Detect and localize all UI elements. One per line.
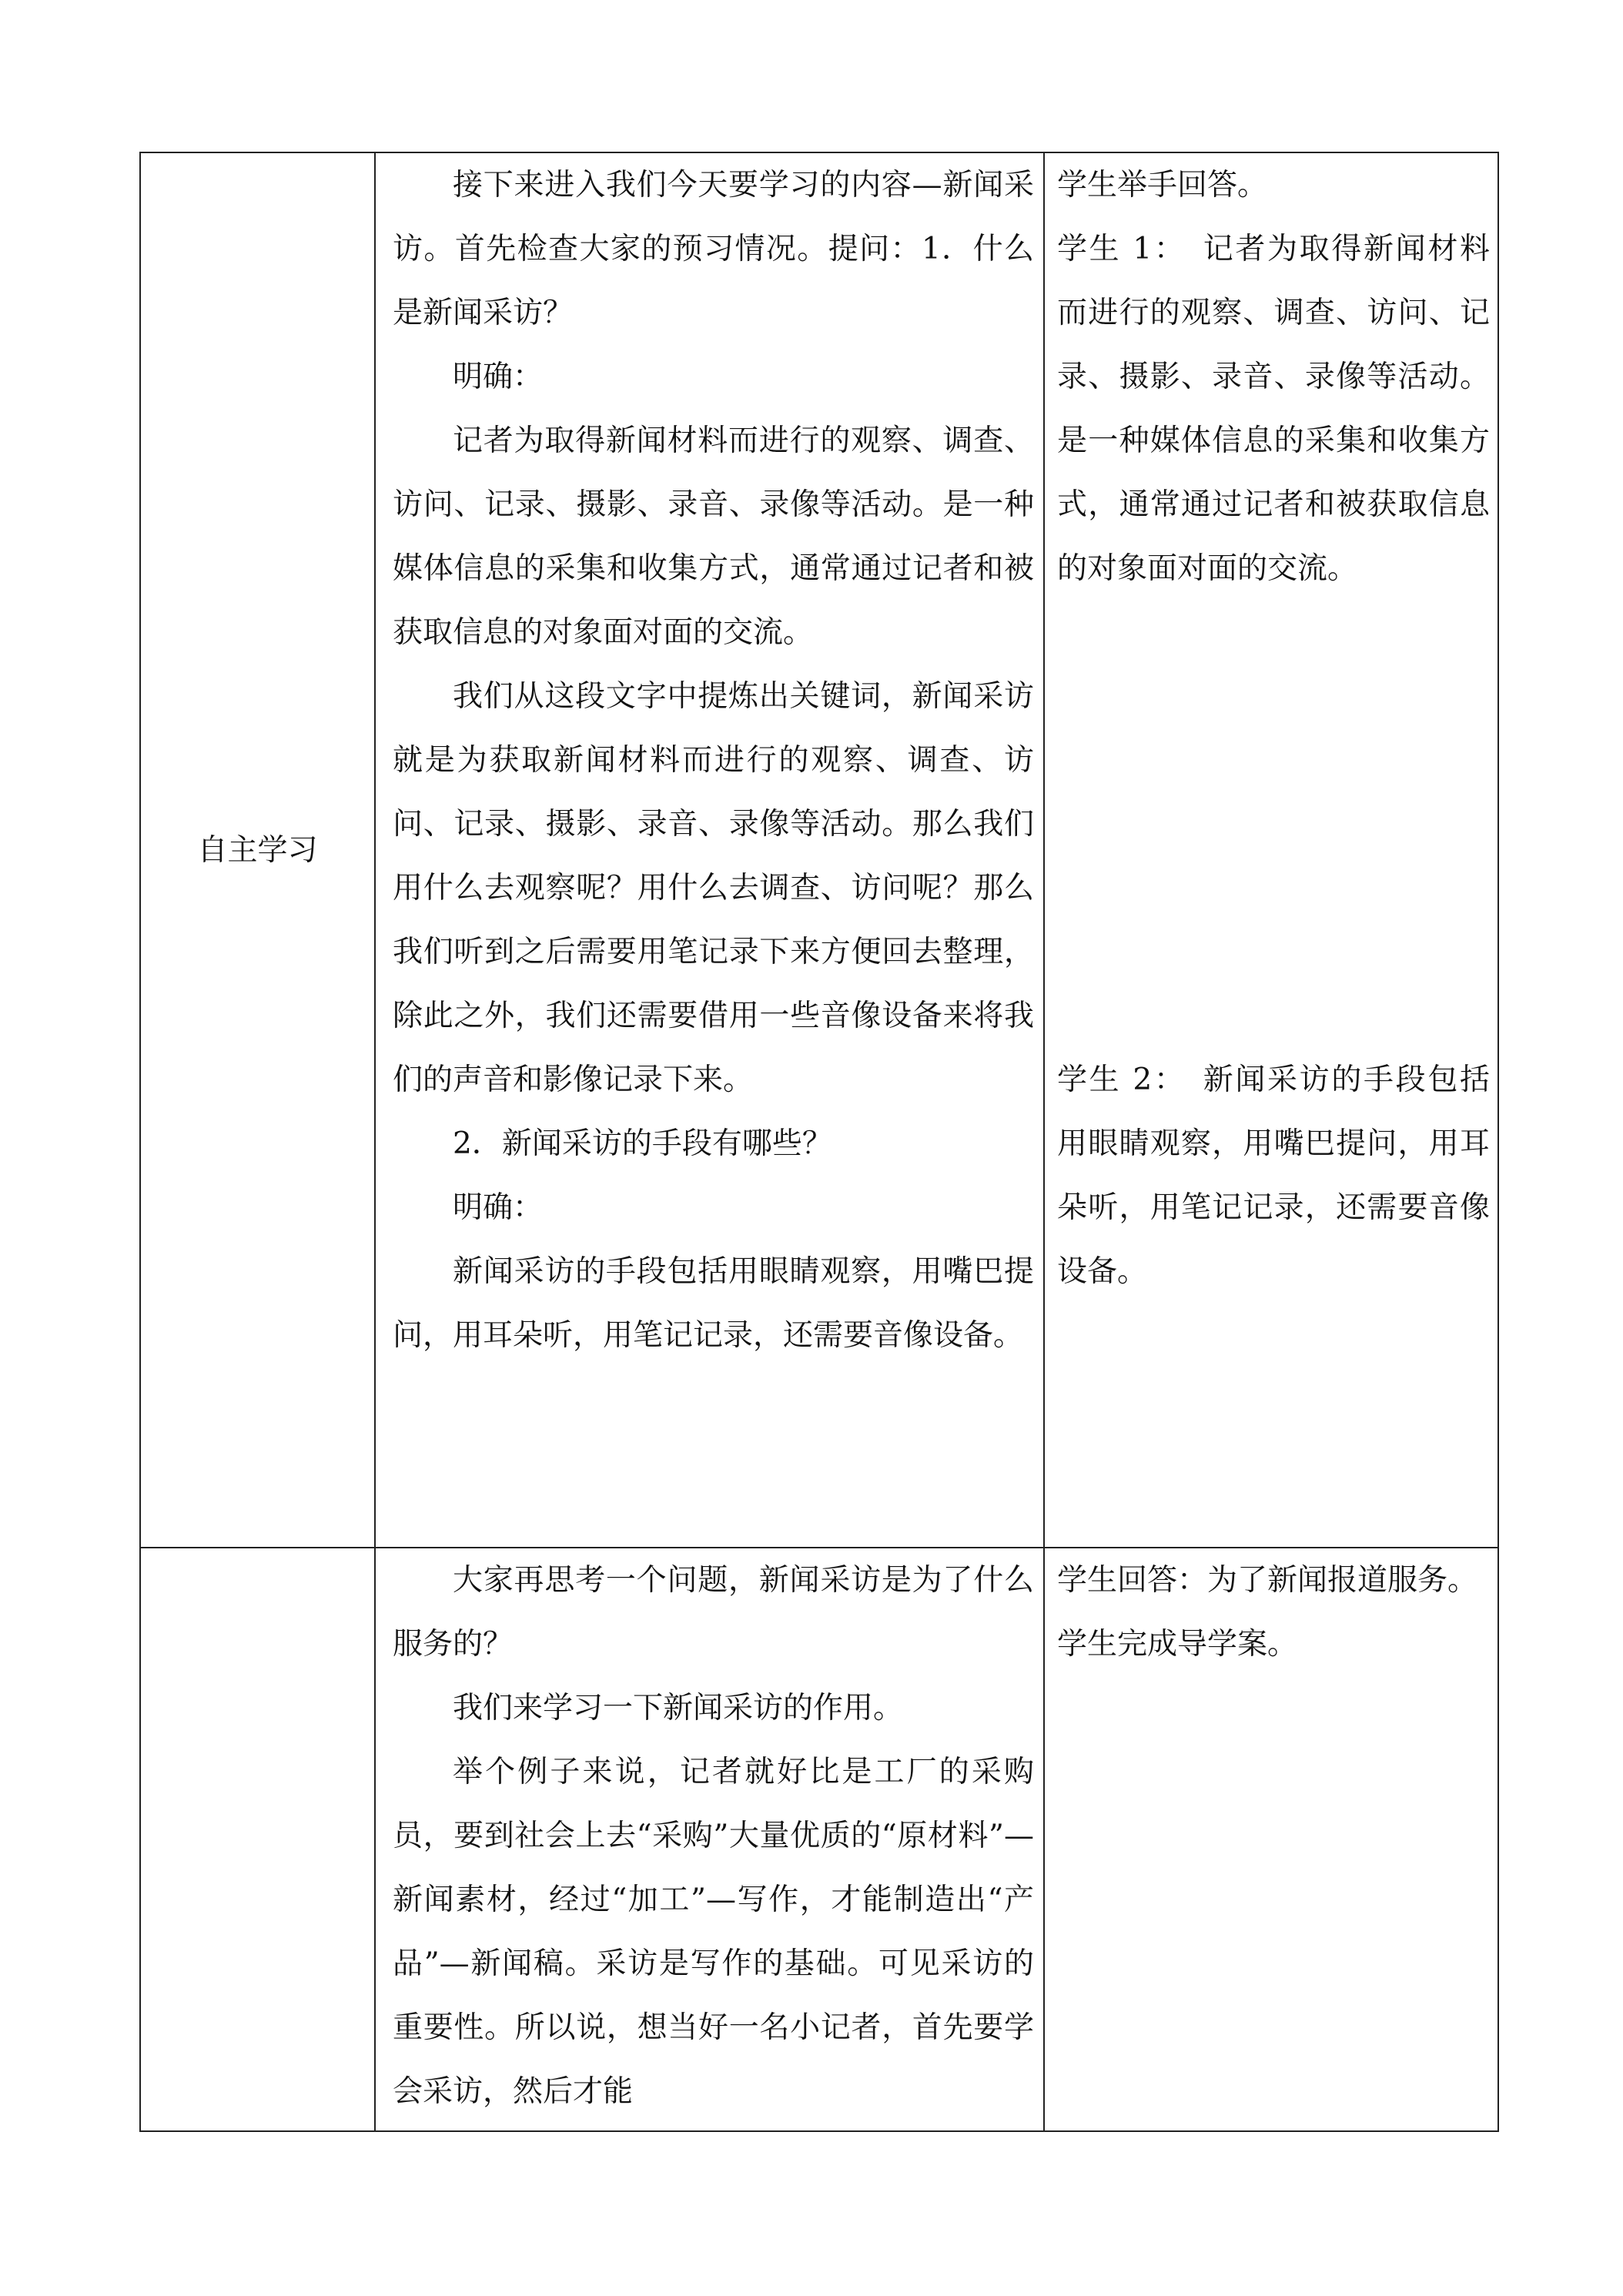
teacher-paragraph: 记者为取得新闻材料而进行的观察、调查、访问、记录、摄影、录音、录像等活动。是一种媒体信息的采集和收集方式，通常通过记者和被获取信息的对象面对面的交流。 <box>393 423 1034 650</box>
teacher-paragraph: 明确： <box>453 360 544 394</box>
student-response: 学生完成导学案。 <box>1057 1627 1298 1662</box>
student-activity-cell <box>1044 1548 1498 2131</box>
lesson-table <box>139 152 1499 2132</box>
teacher-paragraph: 接下来进入我们今天要学习的内容—新闻采访。首先检查大家的预习情况。提问：1．什么是新闻采访？ <box>393 168 1034 330</box>
teacher-paragraph: 举个例子来说，记者就好比是工厂的采购员，要到社会上去“采购”大量优质的“原材料”—新闻素材，经过“加工”—写作，才能制造出“产品”—新闻稿。采访是写作的基础。可见采访的重要性。所以说，想当好一名小记者，首先要学会采访，然后才能 <box>393 1755 1034 2109</box>
student-activity-cell <box>1044 152 1498 1548</box>
student-response: 学生举手回答。 <box>1057 168 1268 202</box>
table-row <box>140 152 1498 1548</box>
stage-label: 自主学习 <box>140 152 375 1548</box>
teacher-activity-cell <box>375 152 1044 1548</box>
student-response: 学生回答：为了新闻报道服务。 <box>1057 1563 1478 1598</box>
student-response: 学生 2： 新闻采访的手段包括用眼睛观察，用嘴巴提问，用耳朵听，用笔记记录，还需要音像设备。 <box>1057 1063 1490 1289</box>
spacer <box>1057 601 1490 1048</box>
teacher-paragraph: 大家再思考一个问题，新闻采访是为了什么服务的？ <box>393 1563 1034 1662</box>
stage-label <box>140 1548 375 2131</box>
student-response: 学生 1： 记者为取得新闻材料而进行的观察、调查、访问、记录、摄影、录音、录像等活动。是一种媒体信息的采集和收集方式，通常通过记者和被获取信息的对象面对面的交流。 <box>1057 232 1490 586</box>
teacher-paragraph: 我们来学习一下新闻采访的作用。 <box>453 1691 904 1725</box>
teacher-paragraph: 我们从这段文字中提炼出关键词，新闻采访就是为获取新闻材料而进行的观察、调查、访问、记录、摄影、录音、录像等活动。那么我们用什么去观察呢？用什么去调查、访问呢？那么我们听到之后需要用笔记录下来方便回去整理，除此之外，我们还需要借用一些音像设备来将我们的声音和影像记录下来。 <box>393 679 1034 1097</box>
teacher-paragraph: 明确： <box>453 1190 544 1225</box>
teacher-paragraph: 新闻采访的手段包括用眼睛观察，用嘴巴提问，用耳朵听，用笔记记录，还需要音像设备。 <box>393 1254 1034 1353</box>
teacher-paragraph: 2．新闻采访的手段有哪些？ <box>453 1126 832 1161</box>
teacher-activity-cell <box>375 1548 1044 2131</box>
table-row <box>140 1548 1498 2131</box>
